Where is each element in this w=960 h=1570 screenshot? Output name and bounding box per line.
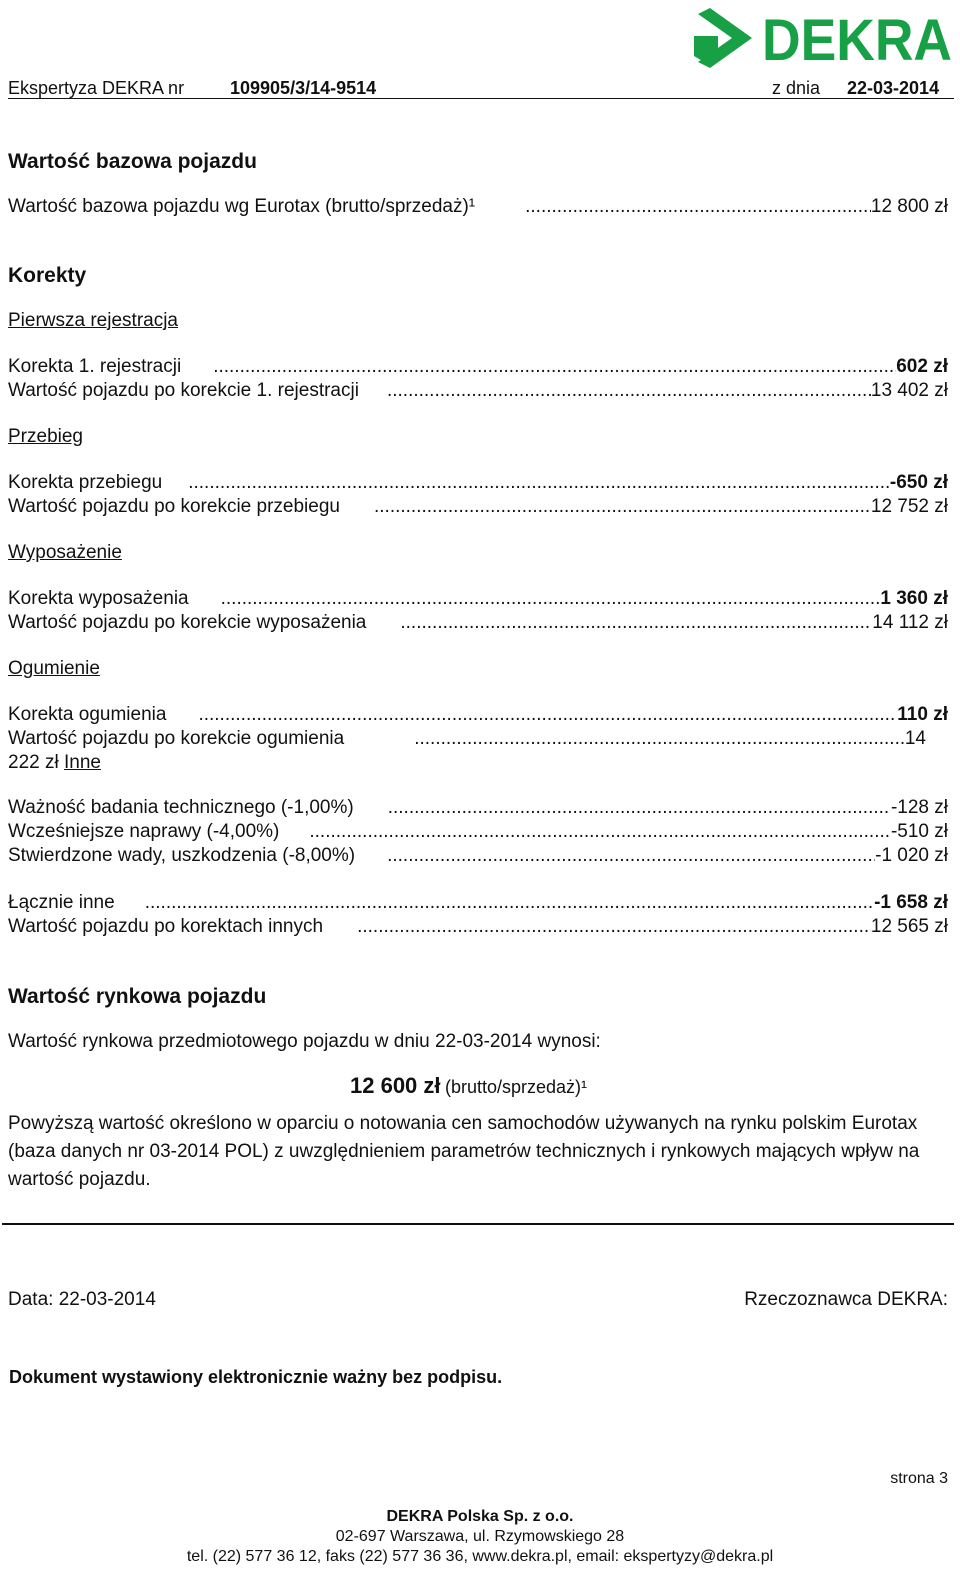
dekra-logo-text: DEKRA xyxy=(762,8,952,73)
dot-leader xyxy=(357,916,871,938)
equipment-correction-label: Korekta wyposażenia xyxy=(8,588,189,609)
mileage-correction-row xyxy=(8,472,948,496)
first-registration-after-row xyxy=(8,380,948,404)
dot-leader xyxy=(400,612,872,634)
mileage-correction-label: Korekta przebiegu xyxy=(8,472,163,493)
base-value-label: Wartość bazowa pojazdu wg Eurotax (brutto/sprzedaż)¹ xyxy=(8,196,476,217)
dot-leader xyxy=(525,196,871,218)
other-item-value: -510 zł xyxy=(890,821,948,842)
dot-leader xyxy=(198,704,897,726)
report-number: 109905/3/14-9514 xyxy=(230,78,377,98)
mileage-after-label: Wartość pojazdu po korekcie przebiegu xyxy=(8,496,340,517)
corrections-title: Korekty xyxy=(8,264,87,287)
tires-after-label: Wartość pojazdu po korekcie ogumienia xyxy=(8,728,345,749)
tires-after-continuation xyxy=(8,752,101,774)
dot-leader xyxy=(387,845,875,867)
mileage-after-row xyxy=(8,496,948,520)
dot-leader xyxy=(213,356,896,378)
equipment-after-label: Wartość pojazdu po korekcie wyposażenia xyxy=(8,612,367,633)
market-value-note: (brutto/sprzedaż)¹ xyxy=(444,1077,588,1097)
dot-leader xyxy=(374,496,871,518)
tires-correction-row xyxy=(8,704,948,728)
dekra-logo xyxy=(694,6,956,80)
market-value-title: Wartość rynkowa pojazdu xyxy=(8,985,267,1008)
tires-after-value-part1: 14 xyxy=(904,728,926,749)
dot-leader xyxy=(309,821,891,843)
footer-company: DEKRA Polska Sp. z o.o. xyxy=(386,1508,574,1525)
other-item-value: -128 zł xyxy=(890,797,948,818)
mileage-correction-value: -650 zł xyxy=(889,472,948,493)
other-item-label: Stwierdzone wady, uszkodzenia (-8,00%) xyxy=(8,845,356,866)
document-date: Data: 22-03-2014 xyxy=(8,1289,156,1310)
dekra-logo-mark xyxy=(694,6,956,80)
other-after-label: Wartość pojazdu po korektach innych xyxy=(8,916,324,937)
report-date-label: z dnia xyxy=(772,78,821,98)
divider xyxy=(2,1223,954,1225)
footer-address: 02-697 Warszawa, ul. Rzymowskiego 28 xyxy=(335,1528,625,1545)
other-item-label: Wcześniejsze naprawy (-4,00%) xyxy=(8,821,280,842)
report-number-label: Ekspertyza DEKRA nr xyxy=(8,78,185,98)
other-total-label: Łącznie inne xyxy=(8,892,115,913)
other-after-row xyxy=(8,916,948,940)
other-total-value: -1 658 zł xyxy=(874,892,948,913)
page-number: strona 3 xyxy=(890,1470,948,1487)
market-value-amount: 12 600 zł xyxy=(350,1073,441,1098)
equipment-correction-value: 1 360 zł xyxy=(880,588,948,609)
base-value-title: Wartość bazowa pojazdu xyxy=(8,150,257,173)
tires-after-row xyxy=(8,728,926,752)
other-total-row xyxy=(8,892,948,916)
first-registration-heading: Pierwsza rejestracja xyxy=(8,310,178,331)
other-item-value: -1 020 zł xyxy=(875,845,948,866)
market-value-box xyxy=(350,1073,587,1099)
tires-heading: Ogumienie xyxy=(8,658,100,679)
dot-leader xyxy=(188,472,890,494)
other-heading: Inne xyxy=(63,752,101,773)
other-item-row xyxy=(8,821,948,845)
tires-correction-label: Korekta ogumienia xyxy=(8,704,167,725)
electronic-notice: Dokument wystawiony elektronicznie ważny bez podpisu. xyxy=(9,1367,503,1387)
dot-leader xyxy=(145,892,874,914)
tires-after-value-part2: 222 zł xyxy=(8,752,59,773)
base-value-amount: 12 800 zł xyxy=(870,196,948,217)
first-registration-after-label: Wartość pojazdu po korekcie 1. rejestracji xyxy=(8,380,359,401)
tires-correction-value: 110 zł xyxy=(897,704,948,725)
mileage-heading: Przebieg xyxy=(8,426,83,447)
other-item-label: Ważność badania technicznego (-1,00%) xyxy=(8,797,354,818)
expert-label: Rzeczoznawca DEKRA: xyxy=(744,1289,948,1310)
dot-leader xyxy=(388,797,891,819)
first-registration-after-value: 13 402 zł xyxy=(870,380,948,401)
other-item-row xyxy=(8,845,948,869)
first-registration-correction-label: Korekta 1. rejestracji xyxy=(8,356,182,377)
equipment-heading: Wyposażenie xyxy=(8,542,122,563)
mileage-after-value: 12 752 zł xyxy=(870,496,948,517)
other-after-value: 12 565 zł xyxy=(870,916,948,937)
equipment-after-value: 14 112 zł xyxy=(872,612,948,633)
footer-contact: tel. (22) 577 36 12, faks (22) 577 36 36, www.dekra.pl, email: ekspertyzy@dekra.pl xyxy=(186,1548,774,1565)
equipment-after-row xyxy=(8,612,948,636)
first-registration-correction-row xyxy=(8,356,948,380)
report-date: 22-03-2014 xyxy=(847,78,940,98)
base-value-row xyxy=(8,196,948,220)
report-header xyxy=(8,78,954,99)
market-value-description: Powyższą wartość określono w oparciu o notowania cen samochodów używanych na rynku polskim Eurotax (baza danych nr 03-2014 POL) z uwzględnieniem parametrów technicznych i rynkowych mających wpływ na wartość pojazdu. xyxy=(8,1113,920,1190)
other-item-row xyxy=(8,797,948,821)
dot-leader xyxy=(414,728,905,750)
first-registration-correction-value: 602 zł xyxy=(896,356,948,377)
equipment-correction-row xyxy=(8,588,948,612)
dot-leader xyxy=(387,380,871,402)
dot-leader xyxy=(221,588,881,610)
market-value-intro: Wartość rynkowa przedmiotowego pojazdu w dniu 22-03-2014 wynosi: xyxy=(8,1031,601,1052)
